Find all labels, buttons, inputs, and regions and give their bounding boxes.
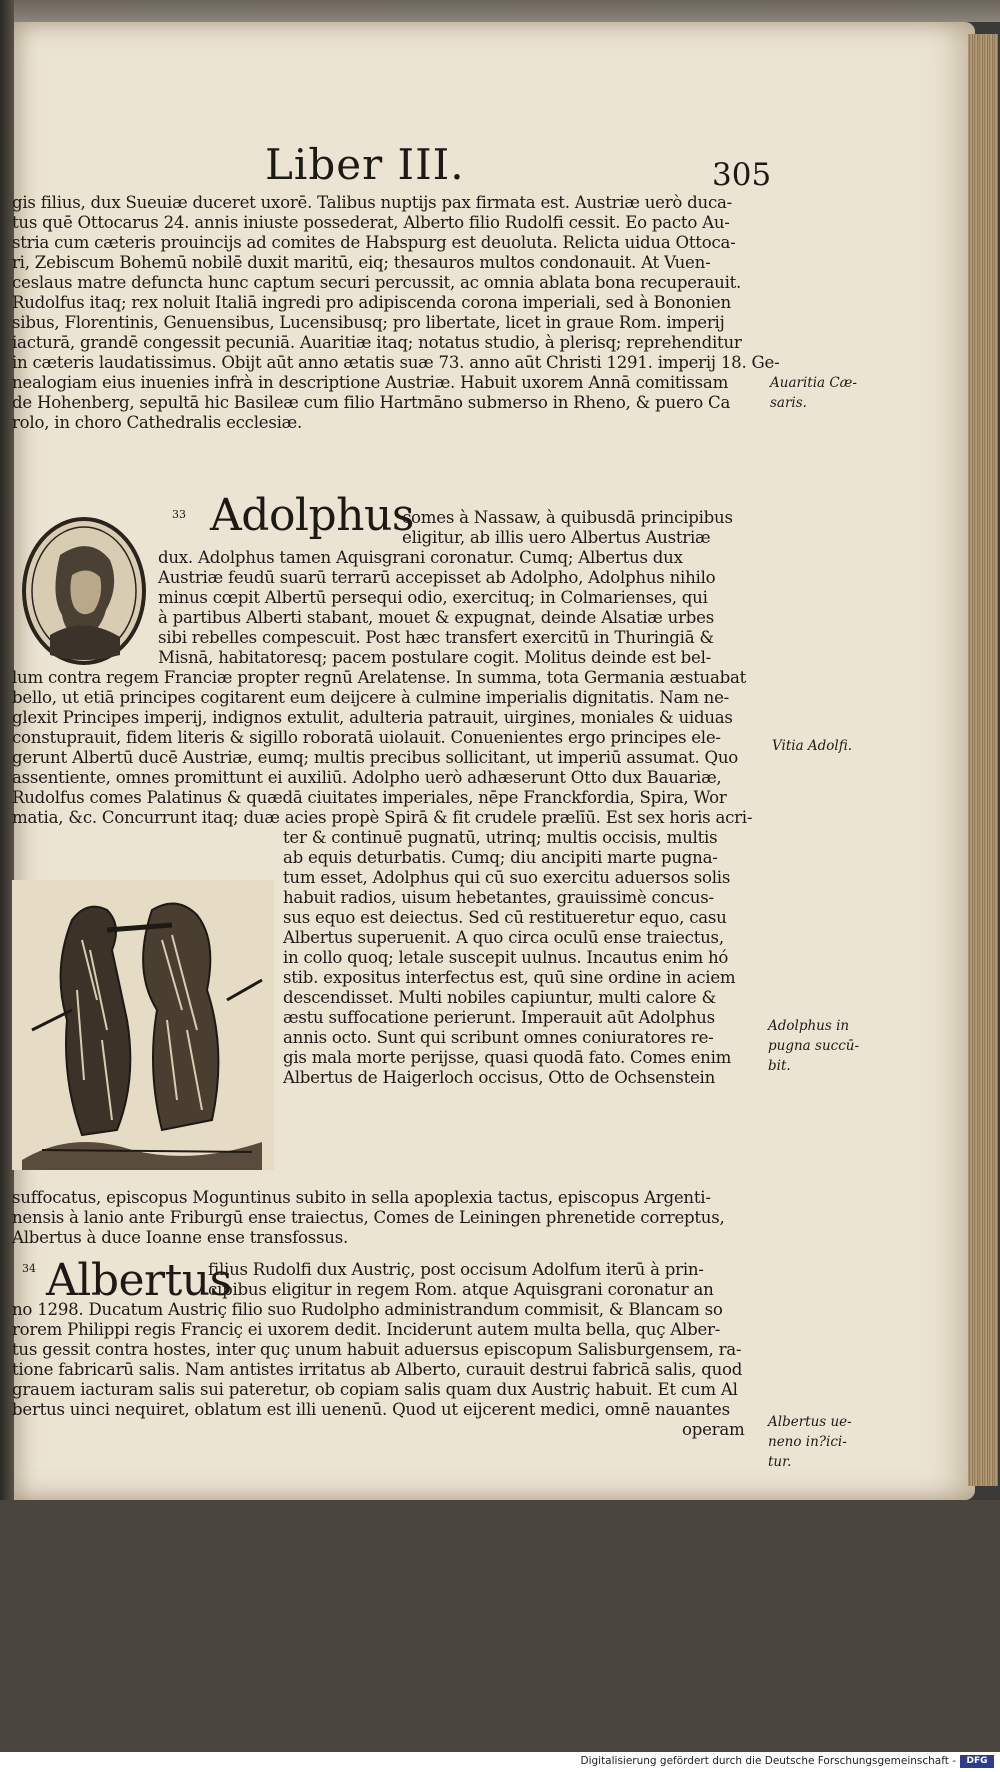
text-line: tus quē Ottocarus 24. annis iniuste possederat, Alberto filio Rudolfi cessit. Eo pacto Au-	[12, 213, 730, 232]
book-top-edge	[0, 0, 1000, 22]
book-fore-edge	[968, 34, 998, 1486]
text-line: comes à Nassaw, à quibusdā principibus	[402, 508, 733, 527]
section-heading: Adolphus	[210, 490, 414, 541]
text-line: no 1298. Ducatum Austriç filio suo Rudolpho administrandum commisit, & Blancam so	[12, 1300, 723, 1319]
text-line: habuit radios, uisum hebetantes, grauissimè concus-	[283, 888, 714, 907]
text-line: stib. expositus interfectus est, quū sine ordine in aciem	[283, 968, 736, 987]
text-line: matia, &c. Concurrunt itaq; duæ acies propè Spirā & fit crudele prælīū. Est sex horis acri-	[12, 808, 753, 827]
dfg-logo: DFG	[960, 1755, 994, 1768]
margin-note: neno in?ici-	[768, 1434, 847, 1450]
text-line: lum contra regem Franciæ propter regnū Arelatense. In summa, tota Germania æstuabat	[12, 668, 747, 687]
text-line: minus cœpit Albertū persequi odio, exercituq; in Colmarienses, qui	[158, 588, 708, 607]
text-line: gis mala morte perijsse, quasi quodā fato. Comes enim	[283, 1048, 732, 1067]
text-line: constuprauit, fidem literis & sigillo roboratā uiolauit. Conuenientes ergo principes ele-	[12, 728, 721, 747]
text-line: stria cum cæteris prouincijs ad comites de Habspurg est deuoluta. Relicta uidua Ottoca-	[12, 233, 736, 252]
text-line: rorem Philippi regis Franciç ei uxorem dedit. Inciderunt autem multa bella, quç Alber-	[12, 1320, 721, 1339]
text-line: tione fabricarū salis. Nam antistes irritatus ab Alberto, curauit destrui fabricā salis, quod	[12, 1360, 743, 1379]
text-line: sibi rebelles compescuit. Post hæc transfert exercitū in Thuringiā &	[158, 628, 714, 647]
text-line: assentiente, omnes promittunt ei auxiliū. Adolpho uerò adhæserunt Otto dux Bauariæ,	[12, 768, 722, 787]
text-line: tum esset, Adolphus qui cū suo exercitu aduersos solis	[283, 868, 731, 887]
text-line: à partibus Alberti stabant, mouet & expugnat, deinde Alsatiæ urbes	[158, 608, 715, 627]
text-line: nensis à lanio ante Friburgū ense traiectus, Comes de Leiningen phrenetide correptus,	[12, 1208, 725, 1227]
text-line: Misnā, habitatoresq; pacem postulare cogit. Molitus deinde est bel-	[158, 648, 711, 667]
text-line: cipibus eligitur in regem Rom. atque Aquisgrani coronatur an	[208, 1280, 714, 1299]
margin-note: Adolphus in	[768, 1018, 850, 1034]
text-line: Austriæ feudū suarū terrarū accepisset ab Adolpho, Adolphus nihilo	[158, 568, 716, 587]
text-line: gis filius, dux Sueuiæ duceret uxorē. Talibus nuptijs pax firmata est. Austriæ uerò duca-	[12, 193, 733, 212]
text-line: annis octo. Sunt qui scribunt omnes coniuratores re-	[283, 1028, 714, 1047]
section-number: 33	[172, 508, 186, 521]
text-line: sibus, Florentinis, Genuensibus, Lucensibusq; pro libertate, licet in graue Rom. imperij	[12, 313, 725, 332]
text-line: ceslaus matre defuncta hunc captum securi percussit, ac omnia ablata bona recuperauit.	[12, 273, 742, 292]
text-line: bertus uinci nequiret, oblatum est illi uenenū. Quod ut eijcerent medici, omnē nauantes	[12, 1400, 730, 1419]
text-line: ri, Zebiscum Bohemū nobilē duxit maritū, eiq; thesauros multos condonauit. At Vuen-	[12, 253, 711, 272]
text-line: filius Rudolfi dux Austriç, post occisum Adolfum iterū à prin-	[208, 1260, 704, 1279]
section-heading: Albertus	[46, 1255, 232, 1306]
page-title: Liber III.	[265, 140, 465, 189]
text-line: de Hohenberg, sepultā hic Basileæ cum filio Hartmāno submerso in Rheno, & puero Ca	[12, 393, 731, 412]
text-line: in cæteris laudatissimus. Obijt aūt anno ætatis suæ 73. anno aūt Christi 1291. imperij 18. Ge-	[12, 353, 780, 372]
text-line: eligitur, ab illis uero Albertus Austriæ	[402, 528, 711, 547]
text-line: ab equis deturbatis. Cumq; diu ancipiti marte pugna-	[283, 848, 718, 867]
text-line: Albertus superuenit. A quo circa oculū ense traiectus,	[283, 928, 724, 947]
text-line: dux. Adolphus tamen Aquisgrani coronatur. Cumq; Albertus dux	[158, 548, 683, 567]
margin-note: saris.	[770, 395, 807, 411]
text-line: Albertus à duce Ioanne ense transfossus.	[12, 1228, 349, 1247]
text-line: iacturā, grandē congessit pecuniā. Auaritiæ itaq; notatus studio, à plerisq; reprehenditur	[12, 333, 742, 352]
text-line: Rudolfus itaq; rex noluit Italiā ingredi pro adipiscenda corona imperiali, sed à Bononien	[12, 293, 731, 312]
margin-note: pugna succū-	[768, 1038, 860, 1054]
page-number: 305	[712, 157, 772, 193]
section-number: 34	[22, 1262, 36, 1275]
margin-note: Albertus ue-	[768, 1414, 852, 1430]
footer-bar	[0, 1752, 1000, 1772]
text-line: Albertus de Haigerloch occisus, Otto de Ochsenstein	[283, 1068, 716, 1087]
margin-note: tur.	[768, 1454, 792, 1470]
margin-note: bit.	[768, 1058, 791, 1074]
text-line: æstu suffocatione perierunt. Imperauit aūt Adolphus	[283, 1008, 715, 1027]
text-line: nealogiam eius inuenies infrà in descriptione Austriæ. Habuit uxorem Annā comitissam	[12, 373, 729, 392]
text-line: grauem iacturam salis sui pateretur, ob copiam salis quam dux Austriç habuit. Et cum Al	[12, 1380, 738, 1399]
footer-credit: Digitalisierung gefördert durch die Deutsche Forschungsgemeinschaft -	[580, 1755, 956, 1767]
text-line: tus gessit contra hostes, inter quç unum habuit aduersus episcopum Salisburgensem, ra-	[12, 1340, 742, 1359]
portrait-medallion-image	[20, 515, 148, 667]
catchword: operam	[682, 1420, 745, 1439]
text-line: descendisset. Multi nobiles capiuntur, multi calore &	[283, 988, 717, 1007]
text-line: gerunt Albertū ducē Austriæ, eumq; multis precibus sollicitant, ut imperiū assumat. Quo	[12, 748, 739, 767]
text-line: suffocatus, episcopus Moguntinus subito in sella apoplexia tactus, episcopus Argenti-	[12, 1188, 711, 1207]
text-line: in collo quoq; letale suscepit uulnus. Incautus enim hó	[283, 948, 729, 967]
text-line: rolo, in choro Cathedralis ecclesiæ.	[12, 413, 303, 432]
text-line: glexit Principes imperij, indignos extulit, adulteria patrauit, uirgines, moniales & uiduas	[12, 708, 733, 727]
margin-note: Vitia Adolfi.	[772, 738, 853, 754]
text-line: ter & continuē pugnatū, utrinq; multis occisis, multis	[283, 828, 718, 847]
text-line: bello, ut etiā principes cogitarent eum deijcere à culmine imperialis dignitatis. Nam ne-	[12, 688, 730, 707]
scanner-bed	[0, 1500, 1000, 1772]
margin-note: Auaritia Cæ-	[770, 375, 857, 391]
text-line: Rudolfus comes Palatinus & quædā ciuitates imperiales, nēpe Franckfordia, Spira, Wor	[12, 788, 727, 807]
woodcut-battle-illustration	[12, 880, 274, 1170]
text-line: sus equo est deiectus. Sed cū restitueretur equo, casu	[283, 908, 727, 927]
